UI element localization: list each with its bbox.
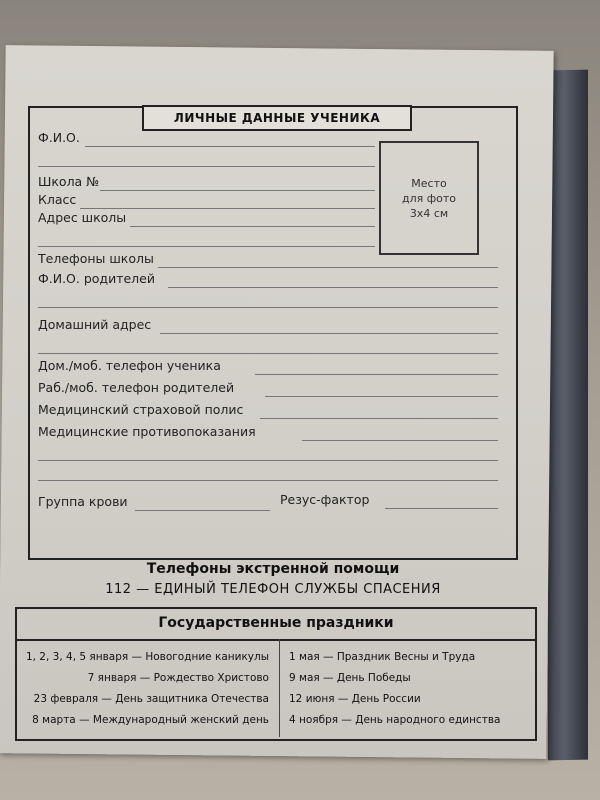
label-class: Класс <box>38 192 77 207</box>
holiday-item: 23 февраля — День защитника Отечества <box>33 693 269 705</box>
label-contraindications: Медицинские противопоказания <box>38 424 256 439</box>
page-content <box>2 48 550 756</box>
line-home-address-2[interactable] <box>38 353 498 354</box>
photo-placeholder-line: для фото <box>401 191 457 205</box>
book-cover-edge <box>548 70 588 761</box>
label-parents-fio: Ф.И.О. родителей <box>38 271 155 286</box>
holiday-item: 12 июня — День России <box>289 693 421 705</box>
holiday-item: 9 мая — День Победы <box>289 672 411 684</box>
label-home-address: Домашний адрес <box>38 317 152 332</box>
holidays-divider <box>17 639 535 641</box>
emergency-title: Телефоны экстренной помощи <box>146 561 400 577</box>
line-student-phone[interactable] <box>255 374 498 375</box>
photo-placeholder <box>379 141 479 255</box>
emergency-number: 112 — ЕДИНЫЙ ТЕЛЕФОН СЛУЖБЫ СПАСЕНИЯ <box>105 582 441 597</box>
line-contraindications-3[interactable] <box>38 480 498 481</box>
holiday-item: 8 марта — Международный женский день <box>32 714 269 726</box>
label-school-phones: Телефоны школы <box>38 251 154 266</box>
label-rh-factor: Резус-фактор <box>280 492 370 507</box>
line-school-no[interactable] <box>100 190 375 191</box>
line-school-phones[interactable] <box>158 267 498 268</box>
line-rh-factor[interactable] <box>385 508 498 509</box>
label-insurance: Медицинский страховой полис <box>38 402 244 417</box>
holidays-right-column <box>289 647 529 731</box>
line-parents-phone[interactable] <box>265 396 498 397</box>
line-school-address-2[interactable] <box>38 246 375 247</box>
holidays-column-divider <box>279 639 280 737</box>
line-insurance[interactable] <box>260 418 498 419</box>
form-title: ЛИЧНЫЕ ДАННЫЕ УЧЕНИКА <box>142 105 412 131</box>
line-class[interactable] <box>80 208 375 209</box>
holidays-box <box>15 607 537 741</box>
holidays-title: Государственные праздники <box>158 615 394 631</box>
holiday-item: 1, 2, 3, 4, 5 января — Новогодние каникулы <box>25 651 269 663</box>
label-student-phone: Дом./моб. телефон ученика <box>38 358 221 373</box>
line-parents-fio[interactable] <box>168 287 498 288</box>
line-parents-fio-2[interactable] <box>38 307 498 308</box>
label-fio: Ф.И.О. <box>38 130 80 145</box>
label-school-no: Школа № <box>38 174 100 189</box>
line-blood-group[interactable] <box>135 510 270 511</box>
student-data-form <box>28 106 518 560</box>
photo-placeholder-line: Место <box>411 176 447 190</box>
line-fio[interactable] <box>85 146 375 147</box>
holiday-item: 4 ноября — День народного единства <box>289 714 501 726</box>
line-home-address[interactable] <box>160 333 498 334</box>
holiday-item: 1 мая — Праздник Весны и Труда <box>289 651 476 663</box>
photo-placeholder-line: 3x4 см <box>409 206 449 220</box>
holiday-item: 7 января — Рождество Христово <box>87 672 269 684</box>
line-contraindications-2[interactable] <box>38 460 498 461</box>
line-contraindications[interactable] <box>302 440 498 441</box>
label-parents-phone: Раб./моб. телефон родителей <box>38 380 235 395</box>
notebook-page <box>0 45 554 759</box>
label-school-address: Адрес школы <box>38 210 127 225</box>
holidays-left-column <box>19 647 269 731</box>
line-school-address[interactable] <box>130 226 375 227</box>
label-blood-group: Группа крови <box>38 494 128 509</box>
line-fio-2[interactable] <box>38 166 375 167</box>
